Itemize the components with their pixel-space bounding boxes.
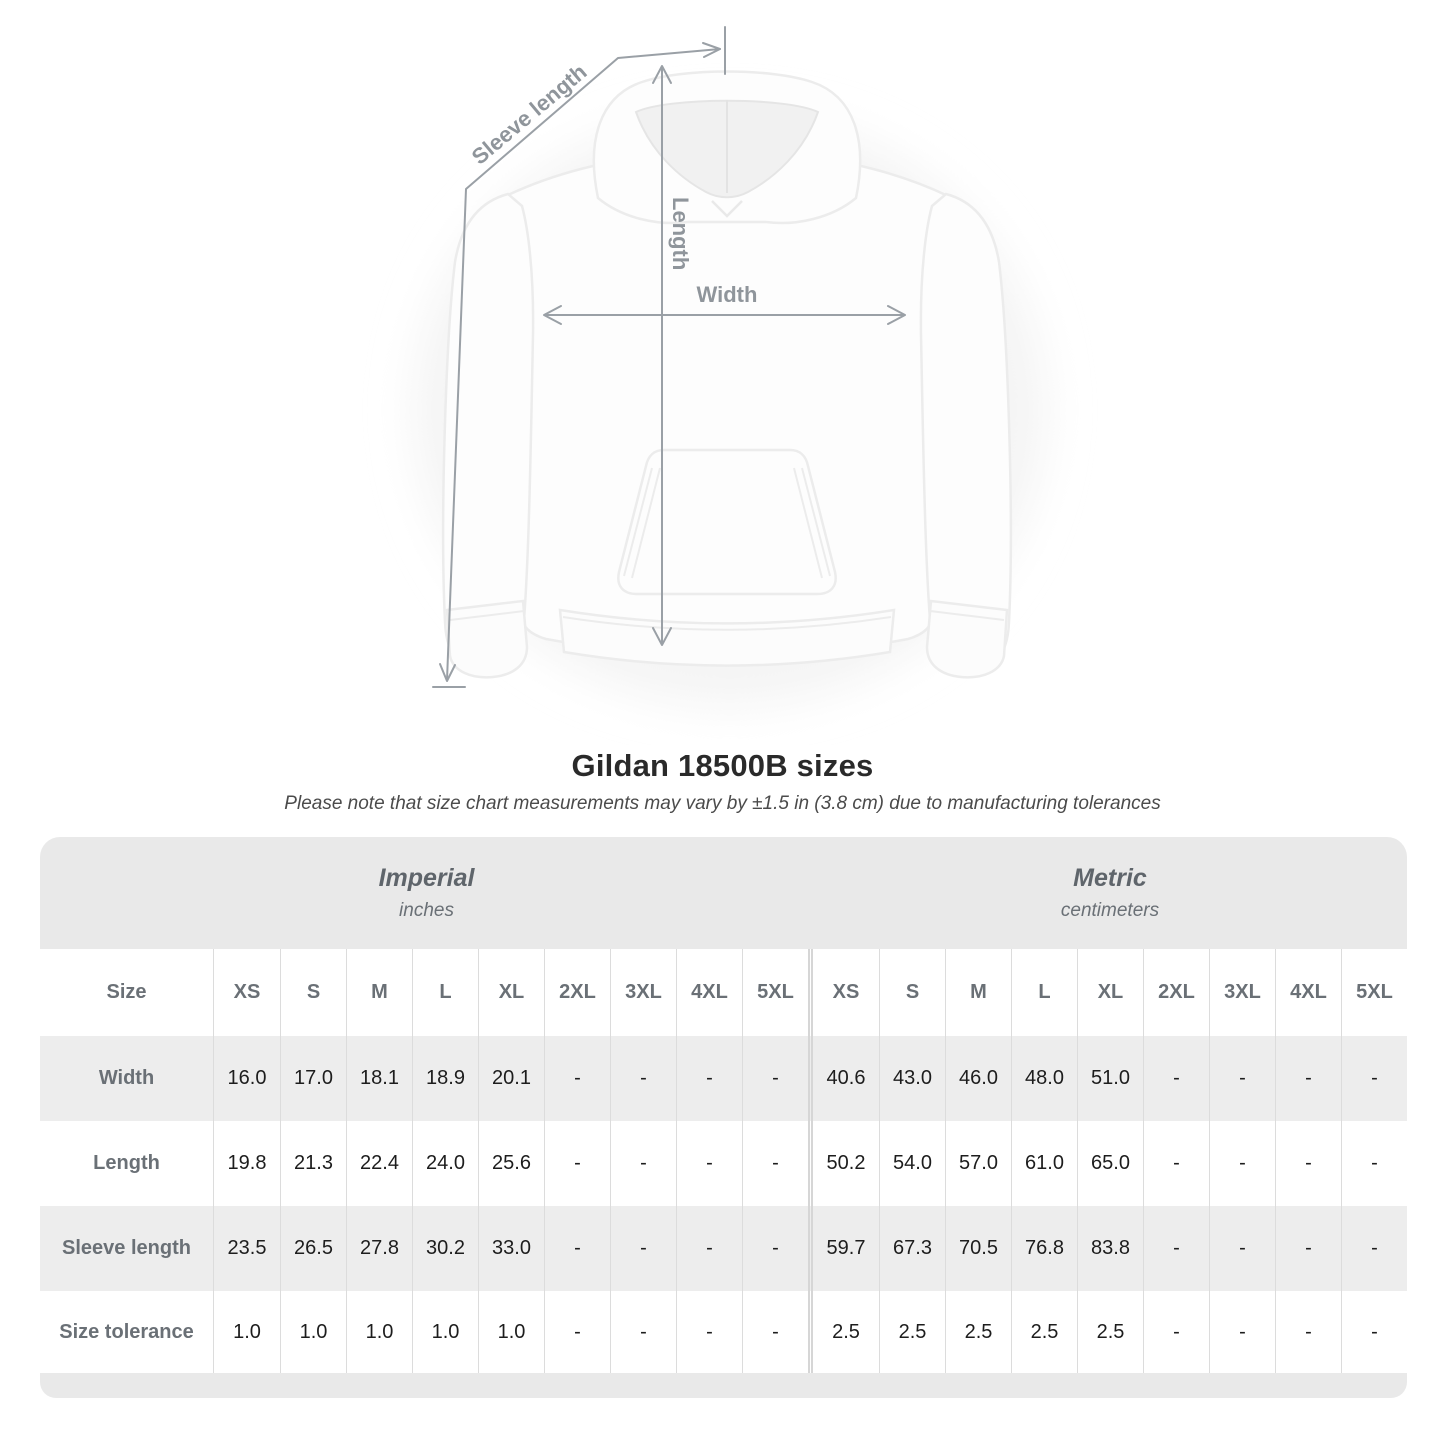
value-cell: 25.6 (478, 1121, 544, 1206)
value-cell: - (610, 1291, 676, 1373)
value-cell: 43.0 (879, 1036, 945, 1121)
value-cell: 57.0 (945, 1121, 1011, 1206)
size-header-row (40, 949, 1407, 1036)
value-cell: 50.2 (826, 1152, 866, 1174)
value-cell: - (544, 1291, 610, 1373)
value-cell: - (1341, 1206, 1407, 1291)
value-cell: - (742, 1291, 808, 1373)
value-cell: 19.8 (227, 1152, 267, 1174)
metric-values (808, 1206, 1407, 1291)
value-cell: - (742, 1036, 808, 1121)
unit-header-band (40, 837, 1407, 949)
row-label: Size tolerance (59, 1320, 194, 1343)
size-header: 3XL (1209, 949, 1275, 1036)
value-cell: - (610, 1036, 676, 1121)
metric-values (808, 1121, 1407, 1206)
value-cell: 27.8 (346, 1206, 412, 1291)
size-header: L (412, 949, 478, 1036)
size-header: M (346, 949, 412, 1036)
value-cell: 24.0 (412, 1121, 478, 1206)
value-cell: 18.1 (346, 1036, 412, 1121)
value-cell: - (676, 1121, 742, 1206)
value-cell: 2.5 (1011, 1291, 1077, 1373)
value-cell: 40.6 (826, 1067, 866, 1089)
value-cell: 83.8 (1077, 1206, 1143, 1291)
value-cell: - (544, 1206, 610, 1291)
value-cell: - (1275, 1121, 1341, 1206)
value-cell: 54.0 (879, 1121, 945, 1206)
value-cell: 70.5 (945, 1206, 1011, 1291)
value-cell: - (1341, 1036, 1407, 1121)
unit-header-metric (813, 837, 1407, 949)
imperial-size-headers (213, 949, 808, 1036)
row-label: Sleeve length (62, 1237, 191, 1259)
value-cell: 30.2 (412, 1206, 478, 1291)
value-cell: 61.0 (1011, 1121, 1077, 1206)
title-block (0, 748, 1445, 815)
value-cell: - (1143, 1291, 1209, 1373)
value-cell: 1.0 (412, 1291, 478, 1373)
size-header: XS (233, 981, 261, 1003)
size-header: 5XL (742, 949, 808, 1036)
value-cell: - (676, 1036, 742, 1121)
size-table (40, 837, 1407, 1398)
value-cell: 21.3 (280, 1121, 346, 1206)
table-row-size-tolerance (40, 1291, 1407, 1373)
value-cell: 17.0 (280, 1036, 346, 1121)
unit-header-imperial (40, 837, 813, 949)
page-subtitle: Please note that size chart measurements may vary by ±1.5 in (3.8 cm) due to manufacturing tolerances (284, 793, 1161, 814)
imperial-unit-label: inches (399, 900, 454, 921)
value-cell: - (676, 1206, 742, 1291)
width-label: Width (696, 282, 758, 307)
value-cell: 2.5 (832, 1320, 860, 1343)
value-cell: - (544, 1036, 610, 1121)
value-cell: - (1143, 1206, 1209, 1291)
size-header: XL (478, 949, 544, 1036)
value-cell: 26.5 (280, 1206, 346, 1291)
value-cell: - (676, 1291, 742, 1373)
metric-values (808, 1036, 1407, 1121)
value-cell: 23.5 (227, 1237, 267, 1259)
imperial-label: Imperial (378, 864, 475, 892)
metric-values (808, 1291, 1407, 1373)
size-header: S (280, 949, 346, 1036)
imperial-values (213, 1121, 808, 1206)
value-cell: 1.0 (346, 1291, 412, 1373)
value-cell: - (1275, 1291, 1341, 1373)
table-row-sleeve-length (40, 1206, 1407, 1291)
size-header: 2XL (544, 949, 610, 1036)
value-cell: - (610, 1121, 676, 1206)
value-cell: - (1143, 1036, 1209, 1121)
imperial-values (213, 1036, 808, 1121)
value-cell: 1.0 (280, 1291, 346, 1373)
size-header: 4XL (676, 949, 742, 1036)
value-cell: 16.0 (227, 1067, 267, 1089)
value-cell: 2.5 (1077, 1291, 1143, 1373)
size-header: 5XL (1341, 949, 1407, 1036)
value-cell: 48.0 (1011, 1036, 1077, 1121)
size-header: L (1011, 949, 1077, 1036)
size-column-header: Size (106, 981, 147, 1003)
value-cell: - (1275, 1036, 1341, 1121)
value-cell: 51.0 (1077, 1036, 1143, 1121)
value-cell: - (1209, 1121, 1275, 1206)
value-cell: - (1341, 1291, 1407, 1373)
length-label: Length (668, 197, 693, 271)
value-cell: 46.0 (945, 1036, 1011, 1121)
value-cell: - (544, 1121, 610, 1206)
value-cell: 1.0 (478, 1291, 544, 1373)
value-cell: 20.1 (478, 1036, 544, 1121)
value-cell: - (1341, 1121, 1407, 1206)
hoodie-illustration (415, 72, 1045, 706)
value-cell: 1.0 (233, 1320, 261, 1343)
value-cell: - (742, 1206, 808, 1291)
page-title: Gildan 18500B sizes (571, 748, 874, 783)
size-header: M (945, 949, 1011, 1036)
row-label: Length (93, 1152, 160, 1174)
table-row-width (40, 1036, 1407, 1121)
sleeve-length-label: Sleeve length (466, 59, 592, 170)
row-label: Width (98, 1067, 155, 1089)
value-cell: 67.3 (879, 1206, 945, 1291)
imperial-values (213, 1206, 808, 1291)
imperial-values (213, 1291, 808, 1373)
value-cell: - (1143, 1121, 1209, 1206)
size-header: XL (1077, 949, 1143, 1036)
size-header: XS (832, 981, 860, 1003)
value-cell: - (742, 1121, 808, 1206)
value-cell: 2.5 (945, 1291, 1011, 1373)
table-footer-band (40, 1373, 1407, 1398)
value-cell: - (1209, 1291, 1275, 1373)
value-cell: 65.0 (1077, 1121, 1143, 1206)
table-row-length (40, 1121, 1407, 1206)
metric-size-headers (808, 949, 1407, 1036)
value-cell: - (610, 1206, 676, 1291)
value-cell: 2.5 (879, 1291, 945, 1373)
size-header: 4XL (1275, 949, 1341, 1036)
value-cell: - (1209, 1206, 1275, 1291)
size-header: S (879, 949, 945, 1036)
size-header: 2XL (1143, 949, 1209, 1036)
metric-label: Metric (1073, 864, 1147, 892)
value-cell: 22.4 (346, 1121, 412, 1206)
value-cell: 76.8 (1011, 1206, 1077, 1291)
size-header: 3XL (610, 949, 676, 1036)
metric-unit-label: centimeters (1060, 900, 1160, 921)
value-cell: - (1275, 1206, 1341, 1291)
value-cell: 59.7 (826, 1237, 866, 1259)
value-cell: 18.9 (412, 1036, 478, 1121)
hoodie-right-sleeve (921, 194, 1011, 670)
value-cell: 33.0 (478, 1206, 544, 1291)
value-cell: - (1209, 1036, 1275, 1121)
